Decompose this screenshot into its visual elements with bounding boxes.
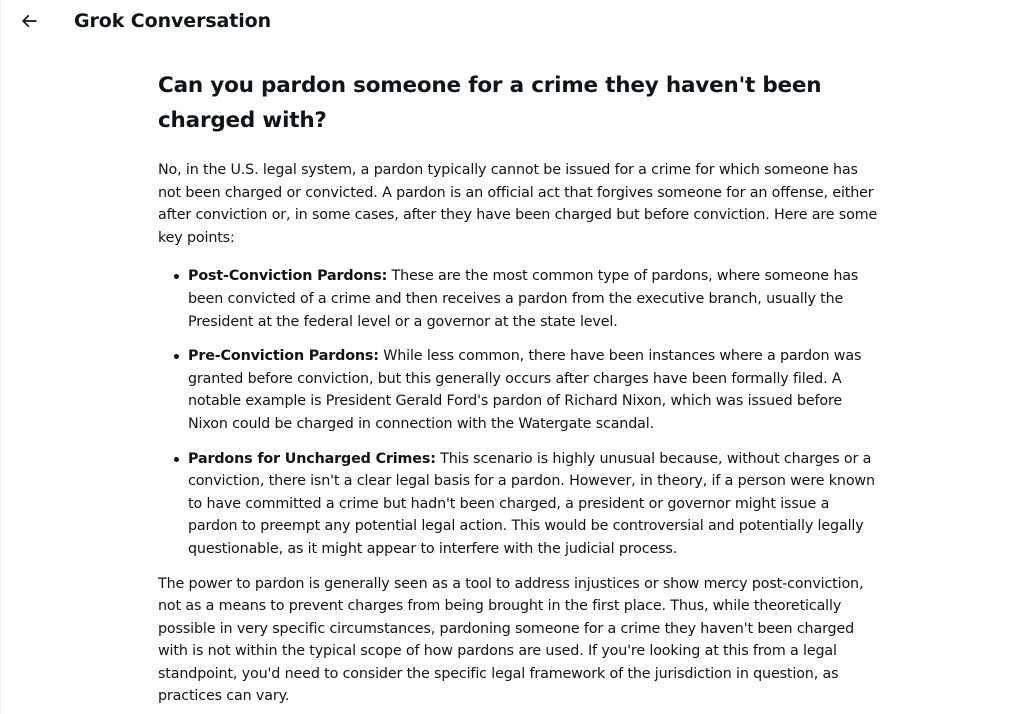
point-heading: Pardons for Uncharged Crimes: [188,450,436,467]
point-text: This scenario is highly unusual because, without charges or a conviction, there isn't a clear legal basis for a pardon. However, in theory, if a person were known to have committed a crime but hadn't been charged, a president or governor might issue a pardon to preempt any potential legal action. This would be controversial and potentially legally questionable, as it might appear to interfere with the judicial process. [188,450,875,557]
page-title: Grok Conversation [74,10,272,32]
bullet-icon [174,354,179,359]
back-button[interactable] [15,7,43,35]
answer-points-list [158,265,880,560]
header-bar [1,0,1022,42]
bullet-icon [174,274,179,279]
point-heading: Pre-Conviction Pardons: [188,348,379,365]
arrow-left-icon [19,11,39,31]
list-item [158,265,880,333]
point-text: These are the most common type of pardons, where someone has been convicted of a crime and then receives a pardon from the executive branch, usually the President at the federal level or a governor at the state level. [188,268,859,330]
conversation-content [158,68,880,708]
bullet-icon [174,457,179,462]
answer-intro: No, in the U.S. legal system, a pardon typically cannot be issued for a crime for which someone has not been charged or convicted. A pardon is an official act that forgives someone for an offense, either after conviction or, in some cases, after they have been charged but before conviction. Here are some key points: [158,162,878,246]
user-question: Can you pardon someone for a crime they haven't been charged with? [158,73,822,133]
point-text: While less common, there have been instances where a pardon was granted before conviction, but this generally occurs after charges have been formally filed. A notable example is President Gerald Ford's pardon of Richard Nixon, which was issued before Nixon could be charged in connection with the Watergate scandal. [188,348,862,432]
list-item [158,448,880,561]
list-item [158,345,880,435]
point-heading: Post-Conviction Pardons: [188,268,388,285]
answer-closing: The power to pardon is generally seen as a tool to address injustices or show mercy post-conviction, not as a means to prevent charges from being brought in the first place. Thus, while theoretically possible in very specific circumstances, pardoning someone for a crime they haven't been charged with is not within the typical scope of how pardons are used. If you're looking at this from a legal standpoint, you'd need to consider the specific legal framework of the jurisdiction in question, as practices can vary. [158,575,864,705]
